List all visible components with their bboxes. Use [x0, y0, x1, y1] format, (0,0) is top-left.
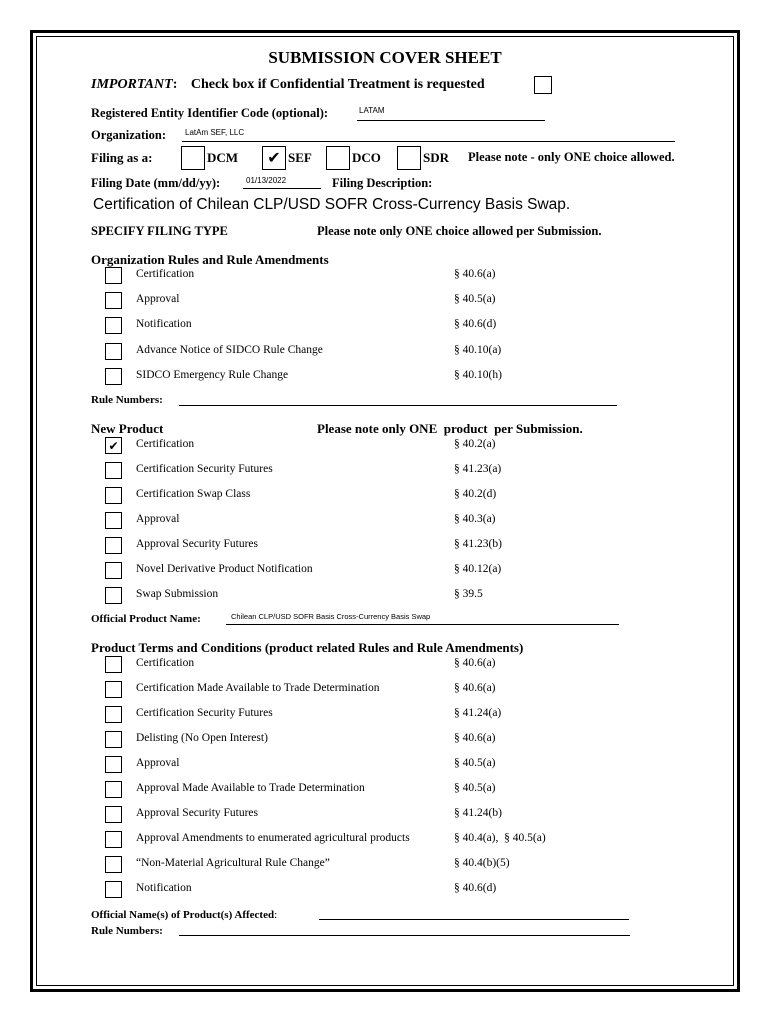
sdr-label: SDR	[423, 150, 450, 165]
terms-checkbox-delisting[interactable]	[105, 731, 122, 748]
new-product-label: Certification Security Futures	[136, 463, 273, 475]
terms-checkbox-approval-mat[interactable]	[105, 781, 122, 798]
terms-checkbox-cert-mat[interactable]	[105, 681, 122, 698]
terms-checkbox-non-material-agri[interactable]	[105, 856, 122, 873]
filing-date-field[interactable]: 01/13/2022	[246, 176, 287, 185]
dco-checkbox[interactable]	[326, 146, 350, 170]
terms-ref: § 41.24(a)	[454, 707, 502, 719]
terms-checkbox-certification[interactable]	[105, 656, 122, 673]
terms-ref: § 40.4(b)(5)	[454, 857, 510, 869]
org-rule-label: Certification	[136, 268, 195, 280]
specify-filing-type-note: Please note only ONE choice allowed per Submission.	[317, 224, 602, 238]
org-rule-checkbox-sidco-emergency[interactable]	[105, 368, 122, 385]
new-product-label: Certification Swap Class	[136, 488, 251, 500]
products-affected-label: Official Name(s) of Product(s) Affected	[91, 909, 275, 921]
org-rule-label: Notification	[136, 318, 192, 330]
org-rule-label: SIDCO Emergency Rule Change	[136, 369, 289, 381]
org-rule-numbers-field[interactable]	[179, 405, 617, 406]
filing-as-note: Please note - only ONE choice allowed.	[468, 150, 675, 164]
org-rule-label: Approval	[136, 293, 180, 305]
terms-ref: § 40.6(d)	[454, 882, 497, 894]
product-terms-heading: Product Terms and Conditions (product related Rules and Rule Amendments)	[91, 640, 524, 655]
new-product-ref: § 41.23(b)	[454, 538, 502, 550]
check-icon: ✔	[267, 148, 281, 167]
new-product-checkbox-certification[interactable]	[105, 437, 122, 454]
new-product-label: Approval Security Futures	[136, 538, 259, 550]
page-title: SUBMISSION COVER SHEET	[268, 48, 502, 67]
new-product-checkbox-novel-derivative[interactable]	[105, 562, 122, 579]
new-product-ref: § 40.2(d)	[454, 488, 497, 500]
dcm-checkbox[interactable]	[181, 146, 205, 170]
sef-label: SEF	[288, 150, 312, 165]
filing-as-label: Filing as a:	[91, 150, 153, 165]
new-product-label: Swap Submission	[136, 588, 219, 600]
org-rule-ref: § 40.10(h)	[454, 369, 502, 381]
official-product-name-line	[226, 624, 619, 625]
organization-field[interactable]: LatAm SEF, LLC	[185, 128, 245, 137]
filing-date-label: Filing Date (mm/dd/yy):	[91, 176, 221, 190]
registered-entity-label: Registered Entity Identifier Code (optional):	[91, 106, 329, 120]
specify-filing-type-heading: SPECIFY FILING TYPE	[91, 224, 228, 238]
new-product-ref: § 40.2(a)	[454, 438, 496, 450]
org-rule-ref: § 40.6(a)	[454, 268, 496, 280]
terms-label: “Non-Material Agricultural Rule Change”	[136, 857, 330, 869]
org-rule-ref: § 40.5(a)	[454, 293, 496, 305]
terms-label: Certification Security Futures	[136, 707, 273, 719]
terms-label: Approval Made Available to Trade Determination	[136, 782, 365, 794]
terms-ref: § 40.4(a), § 40.5(a)	[454, 832, 546, 844]
new-product-checkbox-cert-swap-class[interactable]	[105, 487, 122, 504]
terms-checkbox-notification[interactable]	[105, 881, 122, 898]
terms-ref: § 40.6(a)	[454, 657, 496, 669]
dco-label: DCO	[352, 150, 381, 165]
products-affected-colon: :	[274, 909, 278, 921]
terms-checkbox-approval-security-futures[interactable]	[105, 806, 122, 823]
products-affected-row	[91, 909, 277, 921]
dcm-label: DCM	[207, 150, 239, 165]
new-product-note: Please note only ONE product per Submission.	[317, 421, 583, 436]
organization-line	[182, 141, 675, 142]
org-rule-numbers-label: Rule Numbers:	[91, 394, 163, 406]
new-product-checkbox-approval-security-futures[interactable]	[105, 537, 122, 554]
filing-description-label: Filing Description:	[332, 176, 433, 190]
terms-label: Approval Amendments to enumerated agricultural products	[136, 832, 410, 844]
new-product-checkbox-approval[interactable]	[105, 512, 122, 529]
terms-label: Notification	[136, 882, 192, 894]
terms-label: Certification Made Available to Trade Determination	[136, 682, 380, 694]
new-product-ref: § 41.23(a)	[454, 463, 502, 475]
terms-ref: § 40.5(a)	[454, 782, 496, 794]
terms-ref: § 40.5(a)	[454, 757, 496, 769]
confidential-checkbox[interactable]	[534, 76, 552, 94]
official-product-name-field[interactable]: Chilean CLP/USD SOFR Basis Cross-Currency Basis Swap	[231, 612, 431, 621]
important-colon: :	[172, 77, 178, 92]
new-product-checkbox-cert-security-futures[interactable]	[105, 462, 122, 479]
terms-label: Delisting (No Open Interest)	[136, 732, 268, 744]
org-rule-ref: § 40.6(d)	[454, 318, 497, 330]
new-product-ref: § 40.12(a)	[454, 563, 502, 575]
new-product-label: Novel Derivative Product Notification	[136, 563, 313, 575]
new-product-checkbox-swap-submission[interactable]	[105, 587, 122, 604]
organization-label: Organization:	[91, 128, 166, 142]
new-product-ref: § 40.3(a)	[454, 513, 496, 525]
org-rule-label: Advance Notice of SIDCO Rule Change	[136, 344, 323, 356]
filing-description-field[interactable]: Certification of Chilean CLP/USD SOFR Cross-Currency Basis Swap.	[93, 196, 571, 213]
new-product-ref: § 39.5	[454, 588, 483, 600]
new-product-heading: New Product	[91, 421, 164, 436]
org-rule-checkbox-notification[interactable]	[105, 317, 122, 334]
new-product-label: Approval	[136, 513, 180, 525]
sdr-checkbox[interactable]	[397, 146, 421, 170]
registered-entity-line	[357, 120, 545, 121]
products-affected-field[interactable]	[319, 919, 629, 920]
terms-checkbox-approval-amendments-agri[interactable]	[105, 831, 122, 848]
terms-ref: § 40.6(a)	[454, 682, 496, 694]
new-product-label: Certification	[136, 438, 195, 450]
important-row	[91, 77, 485, 93]
terms-ref: § 41.24(b)	[454, 807, 502, 819]
terms-label: Approval	[136, 757, 180, 769]
terms-label: Approval Security Futures	[136, 807, 259, 819]
org-rule-checkbox-approval[interactable]	[105, 292, 122, 309]
filing-date-line	[243, 188, 321, 189]
org-rule-checkbox-advance-notice[interactable]	[105, 343, 122, 360]
org-rule-checkbox-certification[interactable]	[105, 267, 122, 284]
sef-checkbox[interactable]	[262, 146, 286, 170]
terms-ref: § 40.6(a)	[454, 732, 496, 744]
org-rules-heading: Organization Rules and Rule Amendments	[91, 252, 329, 267]
important-label: IMPORTANT	[91, 77, 173, 92]
registered-entity-field[interactable]: LATAM	[359, 106, 385, 115]
terms-rule-numbers-label: Rule Numbers:	[91, 925, 163, 937]
terms-checkbox-cert-security-futures[interactable]	[105, 706, 122, 723]
org-rule-ref: § 40.10(a)	[454, 344, 502, 356]
terms-label: Certification	[136, 657, 195, 669]
check-icon: ✔	[108, 438, 119, 453]
terms-rule-numbers-field[interactable]	[179, 935, 630, 936]
official-product-name-label: Official Product Name:	[91, 613, 201, 625]
terms-checkbox-approval[interactable]	[105, 756, 122, 773]
confidential-text: Check box if Confidential Treatment is requested	[190, 77, 485, 92]
